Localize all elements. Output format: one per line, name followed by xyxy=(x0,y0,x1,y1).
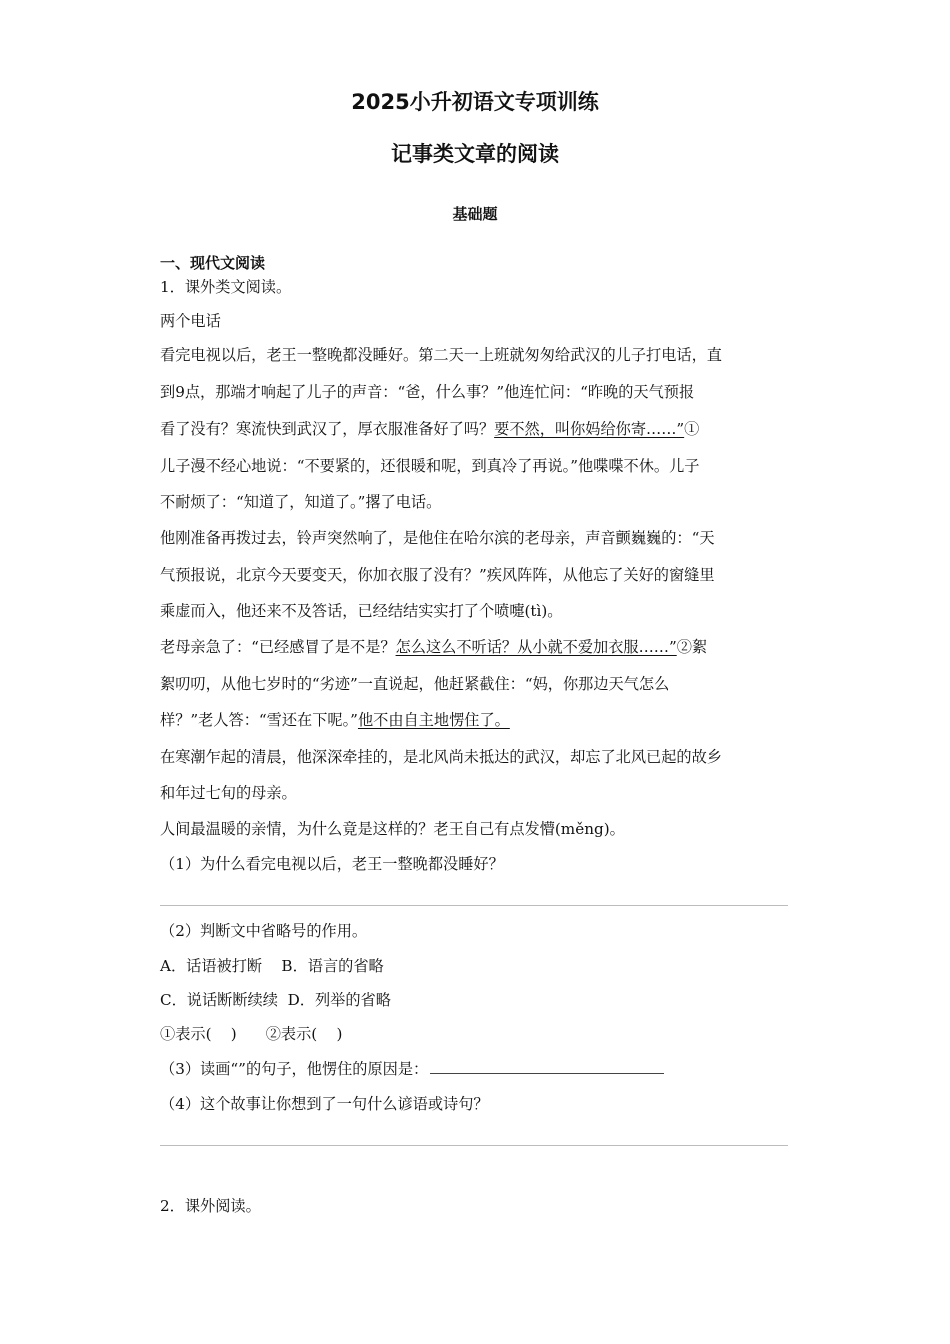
underlined-sentence-3: 他不由自主地愣住了。 xyxy=(357,711,510,729)
answer-blank[interactable] xyxy=(430,1059,664,1074)
story-p1-line4: 儿子漫不经心地说：“不要紧的，还很暖和呢，到真冷了再说。”他喋喋不休。儿子 xyxy=(160,457,700,475)
story-p3-line2: 絮叨叨，从他七岁时的“劣迹”一直说起，他赶紧截住：“妈，你那边天气怎么 xyxy=(160,675,670,693)
story-p4-line1: 在寒潮乍起的清晨，他深深牵挂的，是北风尚未抵达的武汉，却忘了北风已起的故乡 xyxy=(160,748,722,766)
story-p1-line2: 到9点，那端才响起了儿子的声音：“爸，什么事？”他连忙问：“昨晚的天气预报 xyxy=(160,383,695,401)
question-2-intro: 2．课外阅读。 xyxy=(160,1197,261,1215)
document-subtitle-title: 记事类文章的阅读 xyxy=(391,142,559,166)
marker-1: ① xyxy=(684,420,700,438)
text: 看了没有？寒流快到武汉了，厚衣服准备好了吗？ xyxy=(160,420,495,438)
underlined-sentence-2: 怎么这么不听话？从小就不爱加衣服……” xyxy=(395,638,677,656)
underlined-sentence-1: 要不然，叫你妈给你寄……” xyxy=(494,420,685,438)
story-p3-line3 xyxy=(160,709,790,731)
story-p1-line1: 看完电视以后，老王一整晚都没睡好。第二天一上班就匆匆给武汉的儿子打电话，直 xyxy=(160,346,722,364)
story-title: 两个电话 xyxy=(160,312,221,330)
difficulty-heading: 基础题 xyxy=(452,205,498,223)
document-title: 2025小升初语文专项训练 xyxy=(351,90,599,114)
question-1-1: （1）为什么看完电视以后，老王一整晚都没睡好？ xyxy=(160,855,504,873)
options-a-b: A．话语被打断 B．语言的省略 xyxy=(160,957,384,975)
story-p1-line3 xyxy=(160,418,790,440)
story-p3-line1 xyxy=(160,636,790,658)
question-1-2: （2）判断文中省略号的作用。 xyxy=(160,922,368,940)
answer-line-1[interactable] xyxy=(160,905,788,906)
answer-line-4[interactable] xyxy=(160,1145,788,1146)
question-1-4: （4）这个故事让你想到了一句什么谚语或诗句？ xyxy=(160,1095,489,1113)
options-c-d: C．说话断断续续 D．列举的省略 xyxy=(160,991,391,1009)
story-p2-line1: 他刚准备再拨过去，铃声突然响了，是他住在哈尔滨的老母亲，声音颤巍巍的：“天 xyxy=(160,529,715,547)
text: 老母亲急了：“已经感冒了是不是？ xyxy=(160,638,396,656)
question-1-intro: 1．课外类文阅读。 xyxy=(160,278,292,296)
text: 样？”老人答：“雪还在下呢。” xyxy=(160,711,358,729)
section-heading: 一、现代文阅读 xyxy=(160,254,266,272)
marker-answer-line[interactable]: ①表示( ) ②表示( ) xyxy=(160,1025,343,1043)
text: （3）读画“”的句子，他愣住的原因是： xyxy=(160,1060,429,1078)
story-p2-line2: 气预报说，北京今天要变天，你加衣服了没有？”疾风阵阵，从他忘了关好的窗缝里 xyxy=(160,566,715,584)
marker-2: ②絮 xyxy=(676,638,708,656)
story-p5: 人间最温暖的亲情，为什么竟是这样的？老王自己有点发懵(měng)。 xyxy=(160,820,625,838)
story-p2-line3: 乘虚而入，他还来不及答话，已经结结实实打了个喷嚏(tì)。 xyxy=(160,602,563,620)
story-p1-line5: 不耐烦了：“知道了，知道了。”撂了电话。 xyxy=(160,493,442,511)
story-p4-line2: 和年过七旬的母亲。 xyxy=(160,784,297,802)
question-1-3 xyxy=(160,1058,790,1080)
